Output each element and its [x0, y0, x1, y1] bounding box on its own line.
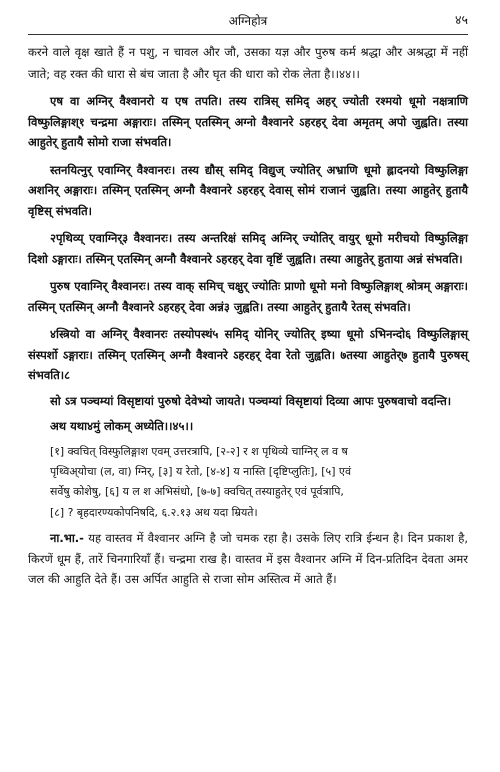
footnote-line: [१] क्वचित् विस्फुलिङ्गाश एवम् उत्तरत्रापि, [२-२] र श पृथिव्ये चाग्निर् ल व ष — [50, 444, 348, 458]
page-header — [28, 0, 468, 35]
note-label: ना.भा.- — [50, 531, 84, 546]
translation-note — [28, 528, 468, 590]
verse-paragraph-woman: ४स्त्रियो वा अग्निर् वैश्वानरः तस्योपस्थं५ समिद् योनिर् ज्योतिर् इष्या धूमो ऽभिनन्दो६ विष्फुलिङ्गास् संस्पर्शो ऽङ्गाराः। तस्मिन् एतस्मिन् अग्नौ वैश्वानरे ऽहरहर् देवा रेतो जुह्वति। ७तस्या आहुतेर्७ हुतायै पुरुषस् संभवति।८ — [28, 327, 468, 382]
page-number: ४५ — [454, 12, 468, 27]
footnotes — [28, 442, 468, 524]
page-content — [28, 35, 468, 590]
verse-paragraph-fifth: सो ऽत्र पञ्चम्यां विसृष्टायां पुरुषो देवेभ्यो जायते। पञ्चम्यां विसृष्टायां दिव्या आपः पुरुषवाचो वदन्ति। — [50, 393, 452, 408]
verse-paragraph-cloud: स्तनयित्नुर् एवाग्निर् वैश्वानरः। तस्य द्यौस् समिद् विद्युज् ज्योतिर् अभ्राणि धूमो ह्लादनयो विष्फुलिङ्गा अशनिर् अङ्गाराः। तस्मिन् एतस्मिन् अग्नौ वैश्वानरे ऽहरहर् देवास् सोमं राजानं जुह्वति। तस्या आहुतेर् हुतायै वृष्टिस् संभवति। — [28, 162, 468, 218]
footnote-line: पृथ्विअ्योचा (ल, वा) ग्निर्, [३] य रेतो, [४-४] य नास्ति [दृष्टिप्लुतिः], [५] एवं — [50, 464, 352, 478]
footnote-line: सर्वेषु कोशेषु, [६] य ल श अभिसंधो, [७-७] क्वचित् तस्याहुतेर् एवं पूर्वत्रापि, — [50, 485, 344, 499]
verse-paragraph-end: अथ यथा४मुं लोकम् अध्येति।।४५।। — [50, 419, 194, 433]
verse-paragraph-earth: २पृथिव्य् एवाग्निर्३ वैश्वानरः। तस्य अन्तरिक्षं समिद् अग्निर् ज्योतिर् वायुर् धूमो मरीचयो विष्फुलिङ्गा दिशो ऽङ्गाराः। तस्मिन् एतस्मिन् अग्नौ वैश्वानरे ऽहरहर् देवा वृष्टिं जुह्वति। तस्या आहुतेर् हुताया अन्नं संभवति। — [28, 231, 468, 266]
verse-paragraph-man: पुरुष एवाग्निर् वैश्वानरः। तस्य वाक् समिच् चक्षुर् ज्योतिः प्राणो धूमो मनो विष्फुलिङ्गाश् श्रोत्रम् अङ्गाराः। तस्मिन् एतस्मिन् अग्नौ वैश्वानरे ऽहरहर् देवा अन्नं३ जुह्वति। तस्या आहुतेर् हुतायै रेतस् संभवति। — [28, 279, 468, 314]
note-text: यह वास्तव में वैश्वानर अग्नि है जो चमक रहा है। उसके लिए रात्रि ईन्धन है। दिन प्रकाश है, किरणें धूम हैं, तारें चिनगारियाँ हैं। चन्द्रमा राख है। वास्तव में इस वैश्वानर अग्नि में दिन-प्रतिदिन देवता अमर जल की आहुति देते हैं। उस अर्पित आहुति से राजा सोम अस्तित्व में आते हैं। — [28, 531, 468, 587]
running-head: अग्निहोत्र — [228, 14, 268, 28]
continuation-paragraph: करने वाले वृक्ष खाते हैं न पशु, न चावल और जौ, उसका यज्ञ और पुरुष कर्म श्रद्धा और अश्रद्धा में नहीं जाते; वह रक्त की धारा से बंच जाता है और घृत की धारा को रोक लेता है।।४४।। — [28, 45, 468, 81]
verse-paragraph-sun: एष वा अग्निर् वैश्वानरो य एष तपति। तस्य रात्रिस् समिद् अहर् ज्योती रश्मयो धूमो नक्षत्राणि विष्फुलिङ्गाश्१ चन्द्रमा अङ्गाराः। तस्मिन् एतस्मिन् अग्नो वैश्वानरे ऽहरहर् देवा अमृतम् अपो जुह्वति। तस्या आहुतेर् हुतायै सोमो राजा संभवति। — [28, 94, 468, 149]
footnote-line: [८] ? बृहदारण्यकोपनिषदि, ६.२.१३ अथ यदा म्रियते। — [50, 505, 258, 519]
